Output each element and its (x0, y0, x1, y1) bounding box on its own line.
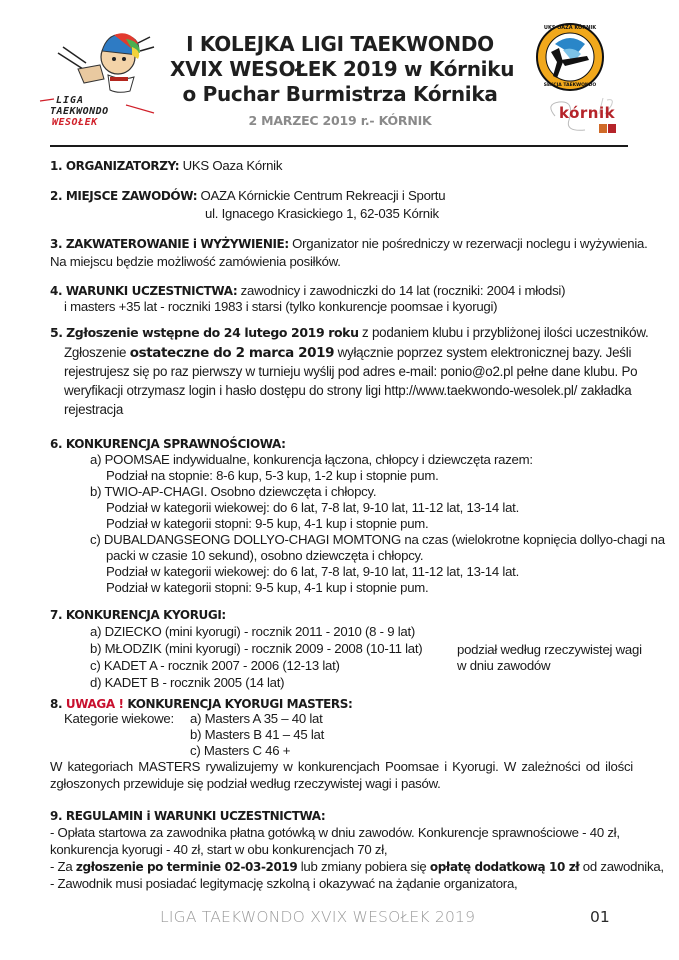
section-9-line-3e: od zawodnika, (579, 859, 664, 874)
section-5-text-2b: wyłącznie poprzez system elektronicznej bazy. Jeśli (334, 345, 632, 360)
section-participation (50, 283, 565, 299)
kornik-wordmark: kórnik (559, 104, 616, 122)
section-9-line-3 (50, 859, 664, 875)
section-7-heading: 7. KONKURENCJA KYORUGI: (50, 608, 226, 622)
section-5-line-4: weryfikacji otrzymasz login i hasło dostępu do strony ligi http://www.taekwondo-wesolek.pl/ zakładka (64, 383, 632, 398)
section-6-item-c-detail-2: Podział w kategorii stopni: 9-5 kup, 4-1 kup i stopnie pum. (106, 580, 429, 595)
section-6-item-b: b) TWIO-AP-CHAGI. Osobno dziewczęta i chłopcy. (90, 484, 377, 499)
section-8-heading: KONKURENCJA KYORUGI MASTERS: (123, 697, 353, 711)
section-kyorugi-masters (50, 696, 352, 712)
section-7-note-line-2: w dniu zawodów (457, 658, 551, 673)
section-1-heading: 1. ORGANIZATORZY: (50, 159, 180, 173)
mascot-kicking-icon (38, 25, 158, 95)
section-5-text-2a: Zgłoszenie (64, 345, 130, 360)
section-5-line-3: rejestrujesz się po raz pierwszy w turnieju wyślij pod adres e-mail: ponio@o2.pl pełne dane klubu. Po (64, 364, 638, 379)
uks-oaza-kornik-logo (535, 22, 605, 92)
footer-text: LIGA TAEKWONDO XVIX WESOŁEK 2019 (160, 908, 476, 926)
section-9-line-3a: - Za (50, 859, 76, 874)
liga-taekwondo-wesolek-logo (38, 25, 158, 130)
section-9-line-4: - Zawodnik musi posiadać legitymację szkolną i okazywać na żądanie organizatora, (50, 876, 518, 891)
section-7-item-d: d) KADET B - rocznik 2005 (14 lat) (90, 675, 285, 690)
section-6-item-b-detail-1: Podział w kategorii wiekowej: do 6 lat, 7-8 lat, 9-10 lat, 11-12 lat, 13-14 lat. (106, 500, 519, 515)
section-6-item-b-detail-2: Podział w kategorii stopni: 9-5 kup, 4-1 kup i stopnie pum. (106, 516, 429, 531)
section-3-line-2: Na miejscu będzie możliwość zamówienia posiłków. (50, 254, 341, 269)
section-8-warning: UWAGA ! (65, 697, 124, 711)
section-rules (50, 808, 325, 824)
section-7-note-line-1: podział według rzeczywistej wagi (457, 642, 642, 657)
section-3-heading: 3. ZAKWATEROWANIE i WYŻYWIENIE: (50, 237, 289, 251)
title-line-2: XVIX WESOŁEK 2019 w Kórniku (170, 57, 515, 81)
section-5-line-2 (64, 345, 631, 361)
section-registration (50, 325, 649, 340)
section-venue (50, 188, 445, 204)
logo-text-wesolek: WESOŁEK (52, 117, 98, 128)
section-8-paragraph-line-1: W kategoriach MASTERS rywalizujemy w konkurencjach Poomsae i Kyorugi. W zależności od ilości (50, 759, 633, 774)
section-7-item-b: b) MŁODZIK (mini kyorugi) - rocznik 2009 - 2008 (10-11 lat) (90, 641, 423, 656)
section-accommodation (50, 236, 648, 252)
section-5-line-5: rejestracja (64, 402, 124, 417)
event-date: 2 MARZEC 2019 r.- KÓRNIK (248, 113, 432, 128)
uks-logo-text-top: UKS OAZA KÓRNIK (543, 25, 597, 31)
logo-text-liga: LIGA (56, 95, 85, 106)
title-line-1: I KOLEJKA LIGI TAEKWONDO (186, 32, 494, 56)
section-2-heading: 2. MIEJSCE ZAWODÓW: (50, 189, 198, 203)
section-4-text: zawodnicy i zawodniczki do 14 lat (roczniki: 2004 i młodsi) (237, 283, 566, 298)
section-8-paragraph-line-2: zgłoszonych przewiduje się podział według rzeczywistej wagi i pasów. (50, 776, 441, 791)
uks-logo-text-bottom: SEKCJA TAEKWONDO (543, 83, 597, 88)
section-6-item-c-cont: packi w czasie 10 sekund), osobno dziewczęta i chłopcy. (106, 548, 424, 563)
section-6-item-a-detail: Podział na stopnie: 8-6 kup, 5-3 kup, 1-2 kup i stopnie pum. (106, 468, 439, 483)
section-8-number: 8. (50, 697, 66, 711)
section-9-line-3c: lub zmiany pobiera się (297, 859, 430, 874)
section-1-text: UKS Oaza Kórnik (179, 158, 283, 173)
section-9-late-registration: zgłoszenie po terminie 02-03-2019 (75, 860, 298, 874)
section-6-item-c-detail-1: Podział w kategorii wiekowej: do 6 lat, 7-8 lat, 9-10 lat, 11-12 lat, 13-14 lat. (106, 564, 519, 579)
section-9-heading: 9. REGULAMIN i WARUNKI UCZESTNICTWA: (50, 809, 326, 823)
section-8-category-a: a) Masters A 35 – 40 lat (190, 711, 323, 726)
section-9-extra-fee: opłatę dodatkową 10 zł (429, 860, 580, 874)
section-organizers (50, 158, 282, 174)
section-8-age-label: Kategorie wiekowe: (64, 711, 174, 726)
logo-text-taekwondo: TAEKWONDO (50, 106, 109, 117)
section-6-item-c: c) DUBALDANGSEONG DOLLYO-CHAGI MOMTONG na czas (wielokrotne kopnięcia dollyo-chagi na (90, 532, 665, 547)
section-8-category-b: b) Masters B 41 – 45 lat (190, 727, 325, 742)
kicker-silhouette-icon (535, 22, 605, 92)
section-9-line-1: - Opłata startowa za zawodnika płatna gotówką w dniu zawodów. Konkurencje sprawnościowe - 40 zł, (50, 825, 620, 840)
section-4-line-2: i masters +35 lat - roczniki 1983 i starsi (tylko konkurencje poomsae i kyorugi) (64, 299, 498, 314)
title-line-3: o Puchar Burmistrza Kórnika (182, 82, 498, 106)
section-5-number: 5. (50, 325, 63, 340)
kornik-city-logo (545, 96, 625, 136)
section-7-item-c: c) KADET A - rocznik 2007 - 2006 (12-13 lat) (90, 658, 340, 673)
section-5-text-1: z podaniem klubu i przybliżonej ilości uczestników. (358, 325, 649, 340)
section-5-final-deadline: ostateczne do 2 marca 2019 (129, 345, 335, 361)
section-2-text: OAZA Kórnickie Centrum Rekreacji i Sportu (197, 188, 446, 203)
kornik-coat-of-arms-icon (599, 124, 617, 134)
section-7-item-a: a) DZIECKO (mini kyorugi) - rocznik 2011 - 2010 (8 - 9 lat) (90, 624, 416, 639)
section-6-item-a: a) POOMSAE indywidualne, konkurencja łączona, chłopcy i dziewczęta razem: (90, 452, 533, 467)
page-number: 01 (590, 908, 610, 926)
section-8-category-c: c) Masters C 46 + (190, 743, 291, 758)
header-divider (50, 145, 628, 147)
section-3-text: Organizator nie pośredniczy w rezerwacji noclegu i wyżywienia. (288, 236, 648, 251)
section-2-address: ul. Ignacego Krasickiego 1, 62-035 Kórnik (205, 206, 439, 221)
section-kyorugi (50, 607, 226, 623)
section-4-heading: 4. WARUNKI UCZESTNICTWA: (50, 284, 238, 298)
section-5-preliminary-deadline: Zgłoszenie wstępne do 24 lutego 2019 roku (66, 325, 359, 340)
section-9-line-2: konkurencja kyorugi - 40 zł, start w obu konkurencjach 70 zł, (50, 842, 388, 857)
section-fitness-competition (50, 436, 286, 452)
section-6-heading: 6. KONKURENCJA SPRAWNOŚCIOWA: (50, 437, 286, 451)
